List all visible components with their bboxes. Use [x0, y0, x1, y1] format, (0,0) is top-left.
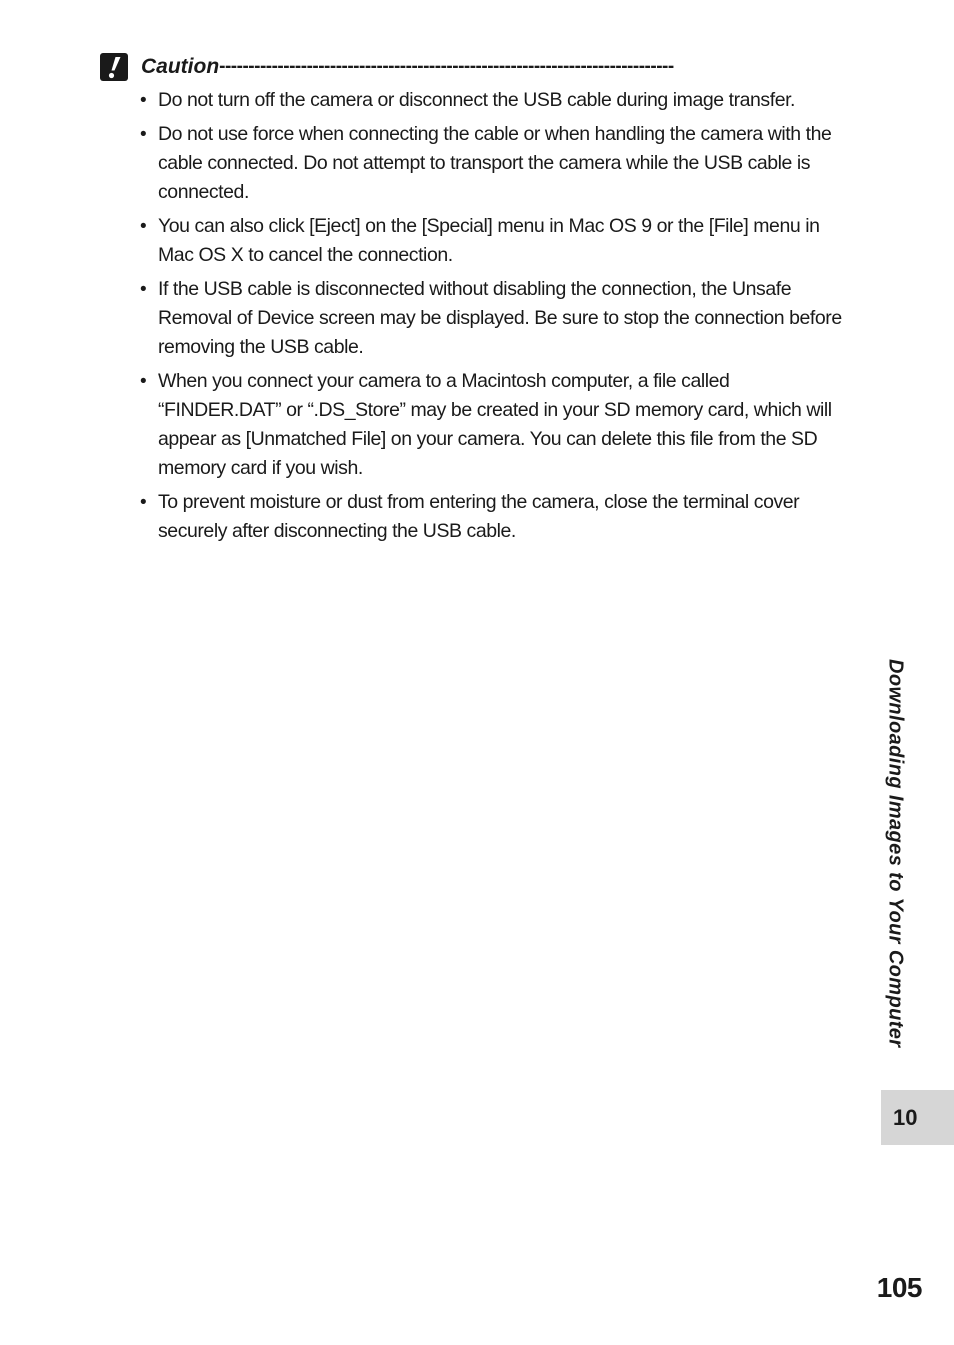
page-number: 105 [876, 1272, 922, 1303]
bullet-text: Do not turn off the camera or disconnect the USB cable during image transfer. [158, 89, 796, 111]
bullet-dot: • [140, 279, 147, 300]
caution-title: Caution [141, 55, 220, 78]
list-item [140, 488, 856, 546]
bullet-dot: • [140, 492, 147, 513]
bullet-dot: • [140, 124, 147, 145]
list-item [140, 86, 856, 115]
list-item [140, 120, 856, 207]
bullet-text: When you connect your camera to a Macintosh computer, a file called “FINDER.DAT” or “.DS_Store” may be created in your SD memory card, which will appear as [Unmatched File] on your camera. You can delete this file from the SD memory card if you wish. [158, 370, 832, 479]
caution-divider: ------------------------------------------------------------------------------ [219, 56, 674, 77]
chapter-number-box [881, 1090, 954, 1145]
caution-exclamation-icon [100, 53, 128, 81]
bullet-text: You can also click [Eject] on the [Special] menu in Mac OS 9 or the [File] menu in Mac OS X to cancel the connection. [158, 215, 820, 266]
caution-header [100, 52, 856, 82]
chapter-number: 10 [893, 1104, 918, 1130]
list-item [140, 212, 856, 270]
bullet-dot: • [140, 216, 147, 237]
caution-bullet-list [140, 86, 856, 551]
list-item [140, 275, 856, 362]
chapter-side-tab: Downloading Images to Your Computer [884, 659, 907, 1048]
bullet-text: If the USB cable is disconnected without disabling the connection, the Unsafe Removal of Device screen may be displayed. Be sure to stop the connection before removing the USB cable. [158, 278, 842, 358]
bullet-dot: • [140, 371, 147, 392]
bullet-text: To prevent moisture or dust from entering the camera, close the terminal cover securely after disconnecting the USB cable. [158, 491, 800, 542]
bullet-dot: • [140, 90, 147, 111]
list-item [140, 367, 856, 483]
bullet-text: Do not use force when connecting the cable or when handling the camera with the cable connected. Do not attempt to transport the camera while the USB cable is connected. [158, 123, 832, 203]
